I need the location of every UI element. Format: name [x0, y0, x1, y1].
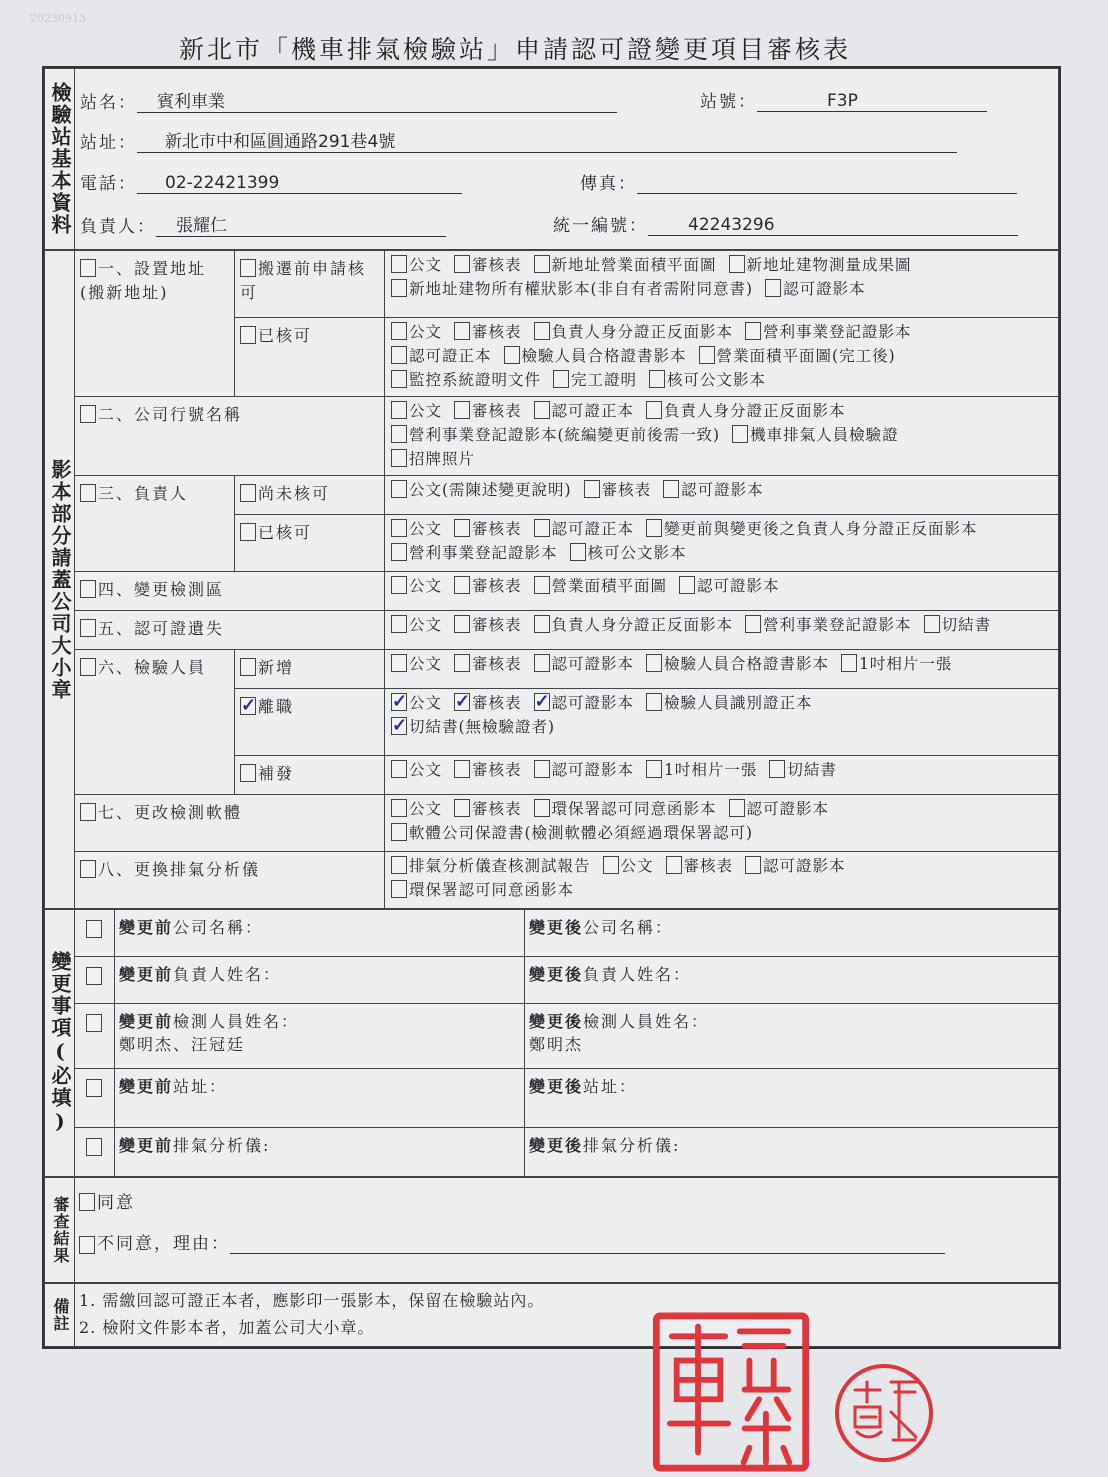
required-documents — [385, 756, 1059, 795]
document-option[interactable]: 變更前與變更後之負責人身分證正反面影本 — [646, 517, 978, 541]
phone-field[interactable]: 電話： 02-22421399 — [80, 169, 462, 194]
checkbox[interactable] — [534, 576, 550, 594]
document-option[interactable]: 核可公文影本 — [570, 541, 687, 565]
checkbox[interactable] — [80, 259, 96, 277]
copies-row — [45, 251, 1059, 318]
required-documents — [385, 611, 1059, 650]
document-option[interactable]: 認可證影本 — [745, 854, 846, 878]
company-seal — [650, 1312, 812, 1472]
checkbox[interactable] — [729, 799, 745, 817]
before-field[interactable]: 變更前檢測人員姓名： 鄭明杰、汪冠廷 — [115, 1004, 525, 1069]
document-line — [391, 715, 1052, 739]
checkbox[interactable] — [454, 654, 470, 672]
change-item[interactable]: 四、變更檢測區 — [75, 572, 385, 611]
document-option[interactable]: 公文 — [603, 854, 654, 878]
document-option[interactable]: 營業面積平面圖(完工後) — [699, 344, 896, 368]
document-line — [391, 574, 1052, 598]
document-option[interactable]: 審核表 — [584, 478, 652, 502]
phone-value: 02-22421399 — [137, 173, 462, 194]
document-option[interactable]: 認可證正本 — [534, 517, 635, 541]
change-row — [45, 1069, 1059, 1128]
document-option[interactable]: 公文 — [391, 652, 442, 676]
checkbox[interactable] — [534, 760, 550, 778]
checkbox[interactable] — [553, 370, 569, 388]
owner-field[interactable]: 負責人： 張耀仁 — [80, 211, 446, 237]
document-option[interactable]: 公文 — [391, 758, 442, 782]
document-option[interactable]: 檢驗人員識別證正本 — [646, 691, 813, 715]
checkbox[interactable] — [240, 484, 256, 502]
checkbox[interactable] — [391, 519, 407, 537]
document-option[interactable]: 切結書 — [924, 613, 992, 637]
address-value: 新北市中和區圓通路291巷4號 — [137, 127, 957, 153]
checkbox[interactable] — [454, 401, 470, 419]
checkbox-checked[interactable] — [534, 693, 550, 711]
checkbox[interactable] — [732, 425, 748, 443]
document-line — [391, 423, 1052, 447]
owner-seal — [833, 1362, 935, 1464]
checkbox[interactable] — [603, 856, 619, 874]
document-option[interactable]: 公文 — [391, 797, 442, 821]
copies-row — [45, 476, 1059, 515]
notes-label: 備註 — [45, 1284, 75, 1347]
document-option[interactable]: 審核表 — [666, 854, 734, 878]
station-name-value: 賓利車業 — [137, 87, 617, 113]
disagree-checkbox[interactable] — [79, 1236, 95, 1254]
copies-row — [45, 650, 1059, 689]
checkbox[interactable] — [391, 799, 407, 817]
document-option[interactable]: 環保署認可同意函影本 — [534, 797, 717, 821]
checkbox[interactable] — [534, 654, 550, 672]
checkbox[interactable] — [454, 255, 470, 273]
checkbox[interactable] — [80, 619, 96, 637]
review-label — [45, 1178, 75, 1283]
document-line — [391, 517, 1052, 541]
document-line — [391, 344, 1052, 368]
station-name-field[interactable]: 站名： 賓利車業 — [80, 87, 617, 113]
document-option[interactable]: ✓切結書(無檢驗證者) — [391, 715, 555, 739]
document-option[interactable]: 機車排氣人員檢驗證 — [732, 423, 899, 447]
checkbox[interactable] — [391, 480, 407, 498]
fax-value — [637, 176, 1017, 194]
checkbox[interactable] — [663, 480, 679, 498]
document-option[interactable]: 認可證影本 — [679, 574, 780, 598]
checkbox[interactable] — [646, 760, 662, 778]
checkbox[interactable] — [391, 401, 407, 419]
change-row — [45, 910, 1059, 957]
checkbox[interactable] — [80, 803, 96, 821]
required-documents — [385, 476, 1059, 515]
address-field[interactable]: 站址： 新北市中和區圓通路291巷4號 — [80, 127, 957, 153]
review-form — [42, 66, 1061, 1349]
document-option[interactable]: 監控系統證明文件 — [391, 368, 541, 392]
checkbox[interactable] — [86, 1014, 102, 1032]
document-option[interactable]: 完工證明 — [553, 368, 637, 392]
checkbox[interactable] — [745, 322, 761, 340]
checkbox[interactable] — [391, 654, 407, 672]
document-line — [391, 758, 1052, 782]
copies-row — [45, 572, 1059, 611]
change-item[interactable]: 八、更換排氣分析儀 — [75, 852, 385, 909]
checkbox[interactable] — [646, 519, 662, 537]
checkbox[interactable] — [454, 615, 470, 633]
document-line — [391, 368, 1052, 392]
checkbox-checked[interactable] — [240, 697, 256, 715]
document-option[interactable]: 1吋相片一張 — [646, 758, 757, 782]
document-option[interactable]: 公文 — [391, 613, 442, 637]
change-row — [45, 1128, 1059, 1177]
print-date: 20230913 — [30, 12, 86, 25]
document-option[interactable]: 認可證影本 — [534, 652, 635, 676]
document-line — [391, 821, 1052, 845]
after-value: 鄭明杰 — [529, 1035, 584, 1054]
document-option[interactable]: 公文 — [391, 253, 442, 277]
checkbox[interactable] — [391, 279, 407, 297]
checkbox[interactable] — [86, 920, 102, 938]
checkbox[interactable] — [240, 259, 256, 277]
after-field[interactable]: 變更後公司名稱： — [525, 910, 1059, 957]
checkbox[interactable] — [454, 519, 470, 537]
checkbox[interactable] — [80, 860, 96, 878]
checkbox[interactable] — [649, 370, 665, 388]
document-option[interactable]: 公文 — [391, 399, 442, 423]
required-documents — [385, 251, 1059, 318]
document-line — [391, 691, 1052, 715]
document-option[interactable]: 檢驗人員合格證書影本 — [646, 652, 829, 676]
required-documents — [385, 795, 1059, 852]
document-line — [391, 399, 1052, 423]
document-line — [391, 253, 1052, 277]
document-option[interactable]: 認可證影本 — [765, 277, 866, 301]
change-item[interactable]: 三、負責人 — [75, 476, 235, 572]
checkbox[interactable] — [391, 425, 407, 443]
review-section — [44, 1177, 1059, 1283]
document-option[interactable]: ✓ 審核表 — [454, 691, 522, 715]
change-item[interactable]: 一、設置地址(搬新地址) — [75, 251, 235, 397]
document-option[interactable]: 檢驗人員合格證書影本 — [504, 344, 687, 368]
required-documents — [385, 852, 1059, 909]
checkbox[interactable] — [534, 799, 550, 817]
after-field[interactable]: 變更後站址： — [525, 1069, 1059, 1128]
checkbox[interactable] — [391, 255, 407, 273]
document-option[interactable]: 審核表 — [454, 399, 522, 423]
checkbox[interactable] — [646, 693, 662, 711]
checkbox-checked[interactable] — [454, 693, 470, 711]
owner-value: 張耀仁 — [156, 211, 446, 237]
sub-option[interactable]: 新增 — [235, 650, 385, 689]
after-field[interactable]: 變更後負責人姓名： — [525, 957, 1059, 1004]
review-section-label: 審查結果 — [51, 1196, 70, 1264]
after-field[interactable]: 變更後排氣分析儀: — [525, 1128, 1059, 1177]
copies-row — [45, 397, 1059, 476]
checkbox[interactable] — [391, 576, 407, 594]
before-value: 鄭明杰、汪冠廷 — [119, 1035, 246, 1054]
required-documents — [385, 318, 1059, 397]
required-documents — [385, 515, 1059, 572]
document-option[interactable]: 認可證影本 — [729, 797, 830, 821]
checkbox[interactable] — [391, 615, 407, 633]
checkbox[interactable] — [80, 580, 96, 598]
checkbox[interactable] — [534, 615, 550, 633]
document-option[interactable]: 核可公文影本 — [649, 368, 766, 392]
sub-option[interactable]: 搬遷前申請核可 — [235, 251, 385, 318]
checkbox[interactable] — [646, 654, 662, 672]
checkbox[interactable] — [769, 760, 785, 778]
checkbox[interactable] — [240, 326, 256, 344]
document-option[interactable]: 1吋相片一張 — [841, 652, 952, 676]
sub-option[interactable]: ✓離職 — [235, 689, 385, 756]
document-option[interactable]: 審核表 — [454, 574, 522, 598]
checkbox[interactable] — [391, 856, 407, 874]
document-option[interactable]: 公文(需陳述變更說明) — [391, 478, 572, 502]
checkbox[interactable] — [745, 615, 761, 633]
required-documents — [385, 689, 1059, 756]
document-option[interactable]: 公文 — [391, 574, 442, 598]
changes-section — [44, 909, 1059, 1177]
checkbox[interactable] — [240, 523, 256, 541]
checkbox[interactable] — [729, 255, 745, 273]
checkbox[interactable] — [534, 322, 550, 340]
station-no-value: F3P — [757, 91, 987, 112]
before-field[interactable]: 變更前負責人姓名： — [115, 957, 525, 1004]
agree-option[interactable]: 同意 — [79, 1188, 1054, 1213]
document-option[interactable]: 負責人身分證正反面影本 — [534, 613, 734, 637]
checkbox[interactable] — [80, 405, 96, 423]
change-item[interactable]: 六、檢驗人員 — [75, 650, 235, 795]
checkbox[interactable] — [240, 658, 256, 676]
document-option[interactable]: 營利事業登記證影本 — [745, 320, 912, 344]
checkbox[interactable] — [454, 576, 470, 594]
checkbox[interactable] — [504, 346, 520, 364]
document-option[interactable]: 負責人身分證正反面影本 — [646, 399, 846, 423]
document-line — [391, 447, 1052, 471]
sub-option[interactable]: 已核可 — [235, 318, 385, 397]
checkbox[interactable] — [86, 1079, 102, 1097]
sub-option[interactable]: 補發 — [235, 756, 385, 795]
change-item[interactable]: 二、公司行號名稱 — [75, 397, 385, 476]
checkbox[interactable] — [86, 1138, 102, 1156]
document-option[interactable]: 切結書 — [769, 758, 837, 782]
checkbox[interactable] — [391, 880, 407, 898]
copies-label: 影本部分請蓋公司大小章 — [45, 251, 75, 909]
checkbox[interactable] — [391, 370, 407, 388]
checkbox[interactable] — [699, 346, 715, 364]
sub-option[interactable]: 尚未核可 — [235, 476, 385, 515]
sub-option[interactable]: 已核可 — [235, 515, 385, 572]
document-option[interactable]: 認可證影本 — [534, 758, 635, 782]
agree-checkbox[interactable] — [79, 1193, 95, 1211]
checkbox[interactable] — [80, 658, 96, 676]
document-line — [391, 652, 1052, 676]
change-item[interactable]: 七、更改檢測軟體 — [75, 795, 385, 852]
document-option[interactable]: 排氣分析儀查核測試報告 — [391, 854, 591, 878]
tax-id-value: 42243296 — [648, 215, 1018, 236]
document-option[interactable]: 認可證正本 — [534, 399, 635, 423]
checkbox[interactable] — [391, 346, 407, 364]
document-option[interactable]: 審核表 — [454, 797, 522, 821]
checkbox-checked[interactable] — [391, 693, 407, 711]
checkbox[interactable] — [534, 255, 550, 273]
document-line — [391, 613, 1052, 637]
checkbox[interactable] — [80, 484, 96, 502]
document-line — [391, 320, 1052, 344]
note-item: 2. 檢附文件影本者，加蓋公司大小章。 — [79, 1318, 375, 1337]
fax-field[interactable]: 傳真： — [580, 169, 1017, 194]
checkbox[interactable] — [841, 654, 857, 672]
checkbox[interactable] — [765, 279, 781, 297]
document-option[interactable]: 審核表 — [454, 517, 522, 541]
changes-label: 變更事項(必填) — [45, 910, 75, 1177]
required-documents — [385, 397, 1059, 476]
checkbox[interactable] — [454, 799, 470, 817]
checkbox[interactable] — [240, 764, 256, 782]
document-option[interactable]: 審核表 — [454, 320, 522, 344]
document-option[interactable]: 審核表 — [454, 652, 522, 676]
after-field[interactable]: 變更後檢測人員姓名： 鄭明杰 — [525, 1004, 1059, 1069]
checkbox-checked[interactable] — [391, 717, 407, 735]
checkbox[interactable] — [570, 543, 586, 561]
checkbox[interactable] — [534, 519, 550, 537]
document-line — [391, 277, 1052, 301]
reason-input[interactable] — [230, 1235, 945, 1254]
checkbox[interactable] — [391, 760, 407, 778]
basic-info-label: 檢驗站基本資料 — [45, 69, 75, 250]
checkbox[interactable] — [666, 856, 682, 874]
checkbox[interactable] — [391, 322, 407, 340]
tax-id-field[interactable]: 統一編號： 42243296 — [553, 211, 1018, 236]
document-option[interactable]: 公文 — [391, 517, 442, 541]
form-title: 新北市「機車排氣檢驗站」申請認可證變更項目審核表 — [178, 35, 851, 64]
document-option[interactable]: 營利事業登記證影本 — [391, 541, 558, 565]
checkbox[interactable] — [679, 576, 695, 594]
document-line — [391, 478, 1052, 502]
checkbox[interactable] — [646, 401, 662, 419]
document-line — [391, 854, 1052, 878]
document-option[interactable]: 負責人身分證正反面影本 — [534, 320, 734, 344]
copies-row — [45, 852, 1059, 909]
document-line — [391, 878, 1052, 902]
document-option[interactable]: 軟體公司保證書(檢測軟體必須經過環保署認可) — [391, 821, 753, 845]
copies-row — [45, 795, 1059, 852]
copies-section — [44, 250, 1059, 909]
document-option[interactable]: 環保署認可同意函影本 — [391, 878, 574, 902]
document-option[interactable]: ✓ 認可證影本 — [534, 691, 635, 715]
station-no-field[interactable]: 站號： F3P — [700, 87, 987, 112]
document-option[interactable]: 公文 — [391, 320, 442, 344]
checkbox[interactable] — [534, 401, 550, 419]
document-option[interactable]: 營利事業登記證影本(統編變更前後需一致) — [391, 423, 720, 447]
disagree-option[interactable]: 不同意，理由： — [79, 1229, 1054, 1254]
document-option[interactable]: ✓ 公文 — [391, 691, 442, 715]
document-option[interactable]: 審核表 — [454, 613, 522, 637]
checkbox[interactable] — [584, 480, 600, 498]
checkbox[interactable] — [745, 856, 761, 874]
checkbox[interactable] — [391, 543, 407, 561]
checkbox[interactable] — [86, 967, 102, 985]
change-item[interactable]: 五、認可證遺失 — [75, 611, 385, 650]
document-option[interactable]: 新地址營業面積平面圖 — [534, 253, 717, 277]
document-option[interactable]: 新地址建物測量成果圖 — [729, 253, 912, 277]
document-option[interactable]: 認可證影本 — [663, 478, 764, 502]
document-line — [391, 541, 1052, 565]
change-row — [45, 957, 1059, 1004]
before-field[interactable]: 變更前站址： — [115, 1069, 525, 1128]
basic-info-section — [44, 68, 1059, 250]
document-option[interactable]: 招牌照片 — [391, 447, 475, 471]
checkbox[interactable] — [924, 615, 940, 633]
before-field[interactable]: 變更前排氣分析儀: — [115, 1128, 525, 1177]
document-line — [391, 797, 1052, 821]
document-option[interactable]: 營業面積平面圖 — [534, 574, 668, 598]
document-option[interactable]: 新地址建物所有權狀影本(非自有者需附同意書) — [391, 277, 753, 301]
note-item: 1. 需繳回認可證正本者，應影印一張影本，保留在檢驗站內。 — [79, 1291, 545, 1310]
document-option[interactable]: 審核表 — [454, 758, 522, 782]
document-option[interactable]: 營利事業登記證影本 — [745, 613, 912, 637]
document-option[interactable]: 審核表 — [454, 253, 522, 277]
change-row — [45, 1004, 1059, 1069]
notes-section — [44, 1283, 1059, 1347]
checkbox[interactable] — [391, 823, 407, 841]
document-option[interactable]: 認可證正本 — [391, 344, 492, 368]
checkbox[interactable] — [391, 449, 407, 467]
required-documents — [385, 650, 1059, 689]
checkbox[interactable] — [454, 322, 470, 340]
checkbox[interactable] — [454, 760, 470, 778]
copies-row — [45, 611, 1059, 650]
required-documents — [385, 572, 1059, 611]
before-field[interactable]: 變更前公司名稱： — [115, 910, 525, 957]
